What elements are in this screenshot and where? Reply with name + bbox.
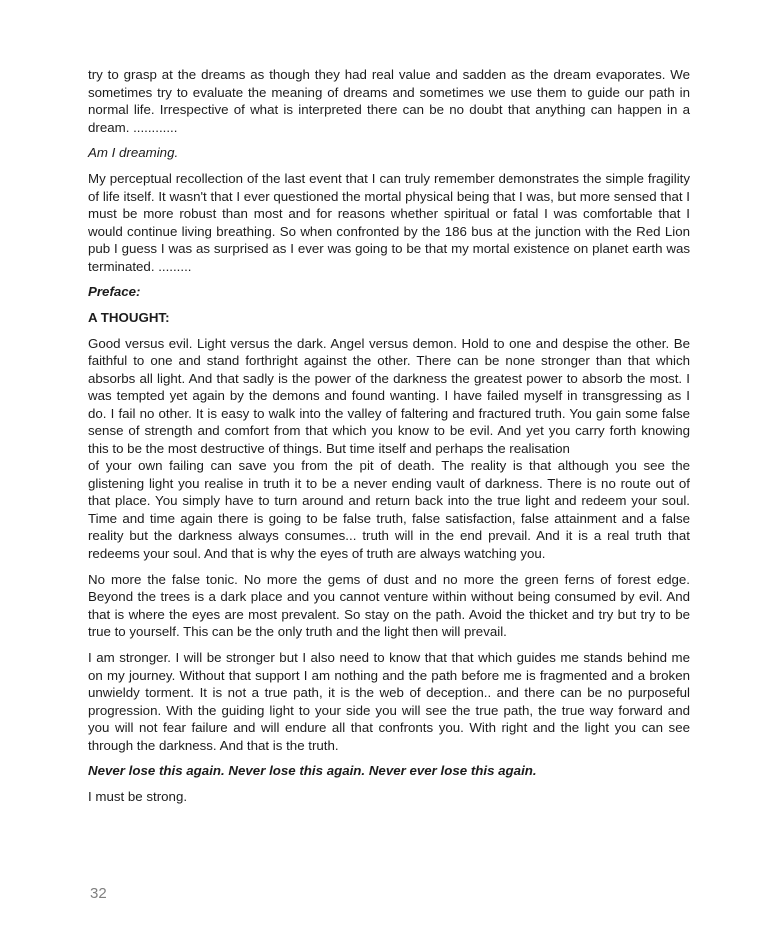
paragraph-never-lose-this-again: Never lose this again. Never lose this again. Never ever lose this again. xyxy=(88,763,537,779)
heading-preface: Preface: xyxy=(88,284,141,300)
paragraph-good-versus-evil-part1: Good versus evil. Light versus the dark. Angel versus demon. Hold to one and despise the other. Be faithful to one and stand forthright against the other. There can be none stronger than that which absorbs all light. And that sadly is the power of the darkness the greatest power to absorb the most. I was tempted yet again by the demons and found wanting. I have failed myself in transgressing as I do. I fail no other. It is easy to walk into the valley of faltering and fractured truth. You gain some false sense of strength and comfort from that which you know to be evil. And yet you carry forth knowing this to be the most destructive of things. But time itself and perhaps the realisation xyxy=(88,335,690,456)
paragraph-no-more-false-tonic: No more the false tonic. No more the gems of dust and no more the green ferns of forest edge. Beyond the trees is a dark place and you cannot venture within without being consumed by evil. And that is where the eyes are most prevalent. So stay on the path. Avoid the thicket and try but try to be true to yourself. This can be the only truth and the light then will prevail. xyxy=(88,571,690,640)
paragraph-dreams: try to grasp at the dreams as though they had real value and sadden as the dream evaporates. We sometimes try to evaluate the meaning of dreams and sometimes we use them to guide our path in normal life. Irrespective of what is interpreted there can be no doubt that anything can happen in a dream. ............ xyxy=(88,67,690,135)
paragraph-good-versus-evil-part2: of your own failing can save you from the pit of death. The reality is that although you see the glistening light you realise in truth it to be a never ending vault of darkness. There is no route out of that place. You simply have to turn around and return back into the true light and redeem your soul. Time and time again there is going to be false truth, false satisfaction, false attainment and a false reality but the darkness always consumes... truth will in the end prevail. And it is a real truth that redeems your soul. And that is why the eyes of truth are always watching you. xyxy=(88,458,690,561)
page-content xyxy=(88,66,690,814)
page-number: 32 xyxy=(90,885,107,902)
paragraph-i-am-stronger: I am stronger. I will be stronger but I also need to know that that which guides me stands behind me on my journey. Without that support I am nothing and the path before me is fragmented and a broken unwieldy torment. It is not a true path, it is the web of deception.. and there can be no purposeful progression. With the guiding light to your side you will see the true path, the true way forward and you will not fear failure and will endure all that confronts you. With right and the light you can see through the darkness. And that is the truth. xyxy=(88,650,690,753)
paragraph-am-i-dreaming: Am I dreaming. xyxy=(88,145,179,161)
paragraph-i-must-be-strong: I must be strong. xyxy=(88,789,188,805)
paragraph-good-versus-evil xyxy=(88,335,690,563)
heading-a-thought: A THOUGHT: xyxy=(88,310,170,326)
paragraph-recollection: My perceptual recollection of the last event that I can truly remember demonstrates the simple fragility of life itself. It wasn't that I ever questioned the mortal physical being that I was, but more sensed that I must be more robust than most and for reasons whether spiritual or fatal I was comfortable that I would continue living breathing. So when confronted by the 186 bus at the junction with the Red Lion pub I guess I was as surprised as I ever was going to be that my mortal existence on planet earth was terminated. ......... xyxy=(88,171,690,274)
